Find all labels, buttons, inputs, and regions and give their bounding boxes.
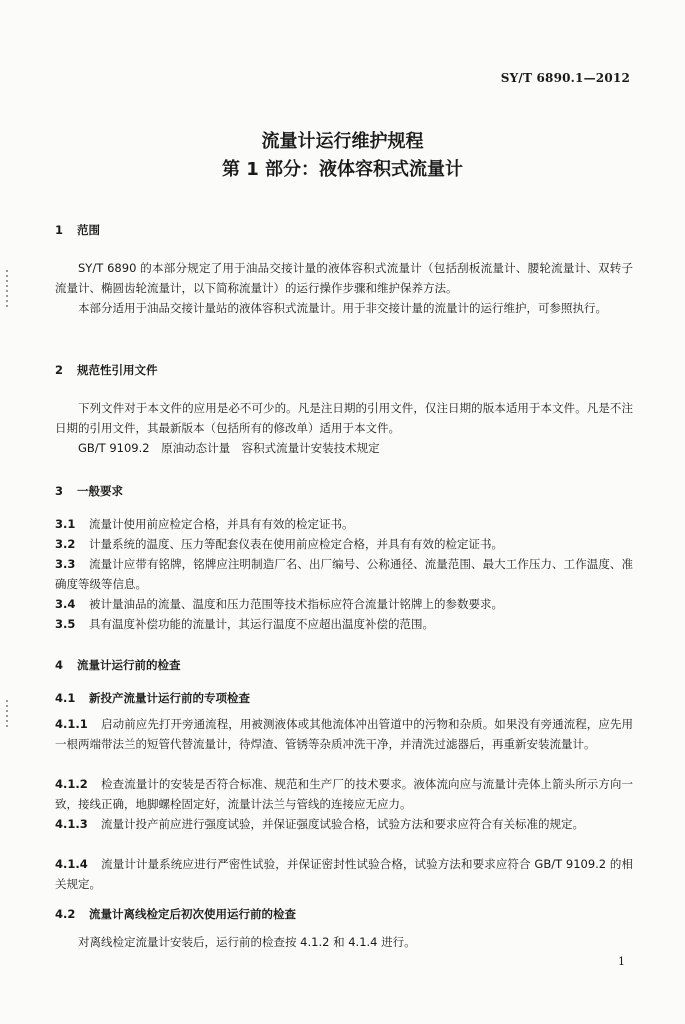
clause-4-1-2 (55, 774, 633, 814)
clause-number: 3.5 (55, 617, 76, 631)
section-title: 流量计离线检定后初次使用运行前的检查 (89, 907, 296, 921)
clause-3-4 (55, 594, 633, 614)
clause-text: 流量计使用前应检定合格，并具有有效的检定证书。 (89, 517, 354, 531)
clause-number: 4.1.3 (55, 817, 88, 831)
section-4-1-heading (55, 690, 250, 706)
title-line-2: 第 1 部分：液体容积式流量计 (221, 159, 464, 180)
clause-number: 3.2 (55, 537, 76, 551)
clause-3-1 (55, 514, 633, 534)
section-1-heading (55, 222, 100, 238)
section-title: 新投产流量计运行前的专项检查 (89, 691, 250, 705)
title-line-1: 流量计运行维护规程 (261, 131, 424, 152)
clause-number: 4.1.1 (55, 717, 88, 731)
standard-code: SY/T 6890.1—2012 (500, 71, 630, 85)
page-number: 1 (618, 955, 625, 968)
section-number: 1 (55, 223, 64, 237)
clause-4-1-4 (55, 854, 633, 894)
clause-4-1-1 (55, 714, 633, 754)
clause-text: 启动前应先打开旁通流程，用被测液体或其他流体冲出管道中的污物和杂质。如果没有旁通流程，应先用一根两端带法兰的短管代替流量计，待焊渣、管锈等杂质冲洗干净，并清洗过滤器后，再重新安装流量计。 (55, 717, 633, 751)
section-number: 4.1 (55, 691, 76, 705)
section-number: 4 (55, 658, 64, 672)
clause-text: 计量系统的温度、压力等配套仪表在使用前应检定合格，并具有有效的检定证书。 (89, 537, 503, 551)
clause-number: 3.3 (55, 557, 76, 571)
section-number: 4.2 (55, 907, 76, 921)
section-title: 规范性引用文件 (77, 363, 158, 377)
s2-paragraph-1: 下列文件对于本文件的应用是必不可少的。凡是注日期的引用文件，仅注日期的版本适用于本文件。凡是不注日期的引用文件，其最新版本（包括所有的修改单）适用于本文件。 (55, 401, 633, 435)
s42-paragraph-1: 对离线检定流量计安装后，运行前的检查按 4.1.2 和 4.1.4 进行。 (78, 935, 416, 949)
clause-number: 4.1.4 (55, 857, 88, 871)
clause-number: 3.4 (55, 597, 76, 611)
section-2-heading (55, 362, 158, 378)
clause-3-5 (55, 614, 633, 634)
clause-number: 4.1.2 (55, 777, 88, 791)
section-number: 3 (55, 484, 64, 498)
binding-mark (6, 700, 8, 730)
clause-text: 具有温度补偿功能的流量计，其运行温度不应超出温度补偿的范围。 (89, 617, 434, 631)
section-number: 2 (55, 363, 64, 377)
clause-text: 被计量油品的流量、温度和压力范围等技术指标应符合流量计铭牌上的参数要求。 (89, 597, 503, 611)
s1-paragraph-2: 本部分适用于油品交接计量站的液体容积式流量计。用于非交接计量的流量计的运行维护，可参照执行。 (78, 301, 607, 315)
section-title: 范围 (77, 223, 100, 237)
section-4-heading (55, 657, 181, 673)
binding-mark (6, 270, 8, 310)
s2-reference-item: GB/T 9109.2 原油动态计量 容积式流量计安装技术规定 (78, 441, 380, 455)
section-3-heading (55, 483, 123, 499)
s1-paragraph-1: SY/T 6890 的本部分规定了用于油品交接计量的液体容积式流量计（包括刮板流量计、腰轮流量计、双转子流量计、椭圆齿轮流量计，以下简称流量计）的运行操作步骤和维护保养方法。 (55, 261, 633, 295)
clause-text: 流量计计量系统应进行严密性试验，并保证密封性试验合格，试验方法和要求应符合 GB/T 9109.2 的相关规定。 (55, 857, 633, 891)
clause-4-1-3 (55, 814, 633, 834)
clause-number: 3.1 (55, 517, 76, 531)
section-4-2-heading (55, 906, 296, 922)
clause-3-3 (55, 554, 633, 594)
clause-text: 检查流量计的安装是否符合标准、规范和生产厂的技术要求。液体流向应与流量计壳体上箭头所示方向一致，接线正确，地脚螺栓固定好，流量计法兰与管线的连接应无应力。 (55, 777, 633, 811)
clause-3-2 (55, 534, 633, 554)
clause-text: 流量计应带有铭牌，铭牌应注明制造厂名、出厂编号、公称通径、流量范围、最大工作压力、工作温度、准确度等级等信息。 (55, 557, 633, 591)
clause-text: 流量计投产前应进行强度试验，并保证强度试验合格，试验方法和要求应符合有关标准的规定。 (101, 817, 584, 831)
section-title: 流量计运行前的检查 (77, 658, 181, 672)
section-title: 一般要求 (77, 484, 123, 498)
